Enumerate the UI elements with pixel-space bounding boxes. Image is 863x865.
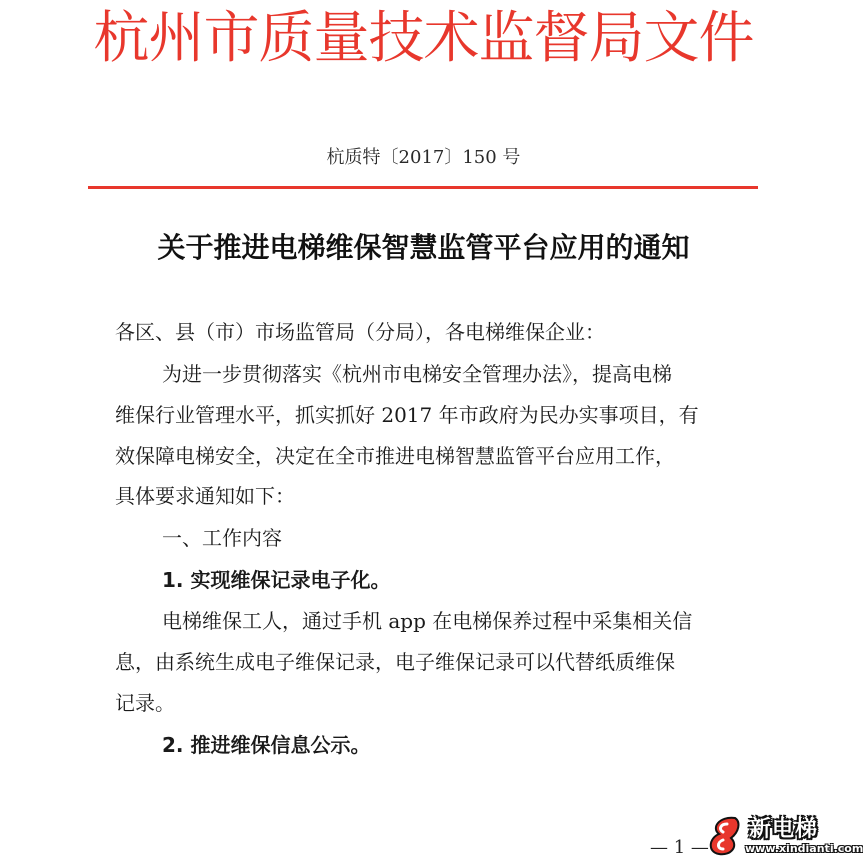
item-2-heading: 2. 推进维保信息公示。 <box>162 733 371 757</box>
intro-line-1: 为进一步贯彻落实《杭州市电梯安全管理办法》，提高电梯 <box>162 362 672 386</box>
intro-line-4: 具体要求通知如下： <box>115 484 295 508</box>
addressee-line: 各区、县（市）市场监管局（分局），各电梯维保企业： <box>115 320 605 344</box>
watermark <box>705 812 863 862</box>
item-1-line-1: 电梯维保工人，通过手机 app 在电梯保养过程中采集相关信 <box>162 609 693 633</box>
document-number: 杭质特〔2017〕150 号 <box>326 147 521 168</box>
header-title: 杭州市质量技术监督局文件 <box>93 6 754 71</box>
page-number: — 1 — <box>650 837 709 858</box>
item-1-line-2: 息，由系统生成电子维保记录，电子维保记录可以代替纸质维保 <box>115 650 675 674</box>
watermark-url: www.xindianti.com <box>745 842 863 855</box>
item-1-line-3: 记录。 <box>115 691 175 715</box>
xindianti-logo-icon <box>705 814 745 858</box>
item-1-heading: 1. 实现维保记录电子化。 <box>162 568 391 592</box>
red-divider <box>88 186 758 189</box>
watermark-name: 新电梯 <box>749 817 819 842</box>
intro-line-2: 维保行业管理水平，抓实抓好 2017 年市政府为民办实事项目，有 <box>115 403 699 427</box>
section-heading-work-content: 一、工作内容 <box>162 526 282 550</box>
intro-line-3: 效保障电梯安全，决定在全市推进电梯智慧监管平台应用工作， <box>115 444 675 468</box>
notice-title: 关于推进电梯维保智慧监管平台应用的通知 <box>157 231 690 264</box>
